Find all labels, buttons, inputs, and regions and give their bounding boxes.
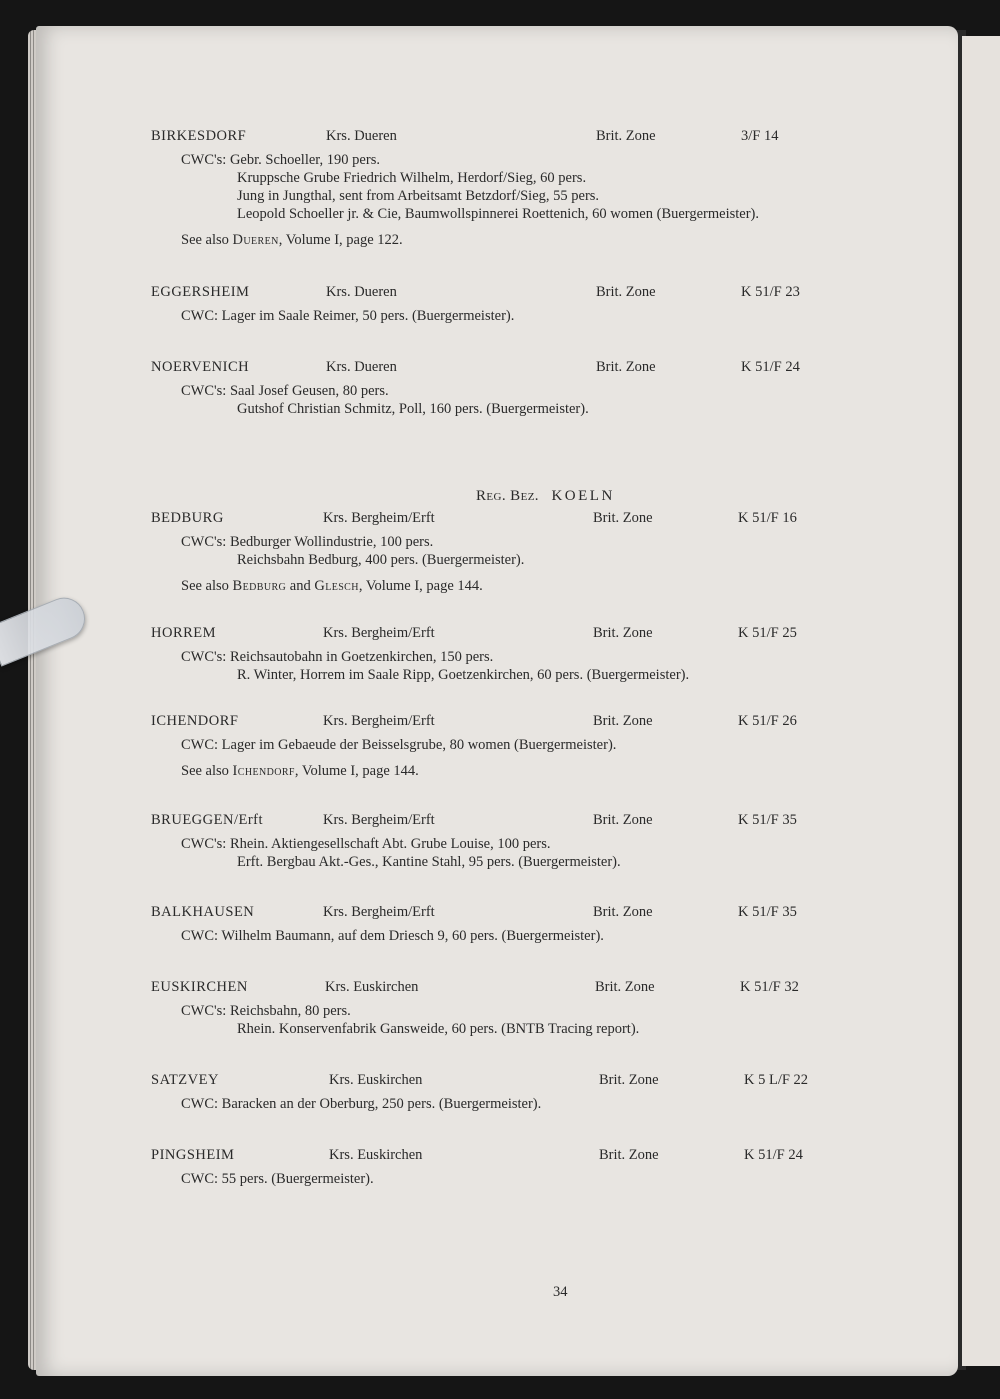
entry-line: CWC: Lager im Gebaeude der Beisselsgrube, 80 women (Buergermeister). bbox=[181, 737, 617, 753]
entry-line: CWC: 55 pers. (Buergermeister). bbox=[181, 1171, 374, 1187]
entry-zone: Brit. Zone bbox=[593, 625, 653, 641]
entry-line: Reichsbahn Bedburg, 400 pers. (Buergermeister). bbox=[237, 552, 525, 568]
entry-ref: 3/F 14 bbox=[741, 128, 779, 144]
entry-place: BRUEGGEN/Erft bbox=[151, 812, 264, 828]
entry-line: Rhein. Konservenfabrik Gansweide, 60 pers. (BNTB Tracing report). bbox=[237, 1021, 640, 1037]
entry-line: CWC's: Saal Josef Geusen, 80 pers. bbox=[181, 383, 389, 399]
entry-district: Krs. Bergheim/Erft bbox=[323, 713, 435, 729]
entry-zone: Brit. Zone bbox=[596, 359, 656, 375]
see-also-mid: and bbox=[286, 578, 315, 594]
entry-ref: K 51/F 35 bbox=[738, 812, 797, 828]
see-also-ref2: Glesch bbox=[314, 578, 359, 594]
entry-line: CWC: Baracken an der Oberburg, 250 pers. (Buergermeister). bbox=[181, 1096, 542, 1112]
see-also-post: , Volume I, page 122. bbox=[278, 232, 403, 248]
entry-line: Gutshof Christian Schmitz, Poll, 160 pers. (Buergermeister). bbox=[237, 401, 589, 417]
entry-district: Krs. Bergheim/Erft bbox=[323, 812, 435, 828]
entry-line: CWC: Lager im Saale Reimer, 50 pers. (Buergermeister). bbox=[181, 308, 515, 324]
see-also-pre: See also bbox=[181, 232, 233, 248]
see-also-post: , Volume I, page 144. bbox=[294, 763, 419, 779]
entry-ref: K 51/F 26 bbox=[738, 713, 797, 729]
entry-zone: Brit. Zone bbox=[593, 713, 653, 729]
see-also bbox=[181, 578, 483, 595]
see-also-pre: See also bbox=[181, 578, 233, 594]
entry-district: Krs. Bergheim/Erft bbox=[323, 625, 435, 641]
entry-ref: K 51/F 24 bbox=[741, 359, 800, 375]
entry-line: CWC's: Rhein. Aktiengesellschaft Abt. Grube Louise, 100 pers. bbox=[181, 836, 551, 852]
see-also-post: , Volume I, page 144. bbox=[358, 578, 483, 594]
entry-place: HORREM bbox=[151, 625, 217, 641]
entry-district: Krs. Euskirchen bbox=[329, 1072, 423, 1088]
entry-zone: Brit. Zone bbox=[593, 904, 653, 920]
entry-ref: K 51/F 16 bbox=[738, 510, 797, 526]
entry-ref: K 51/F 24 bbox=[744, 1147, 803, 1163]
entry-place: BALKHAUSEN bbox=[151, 904, 255, 920]
entry-district: Krs. Bergheim/Erft bbox=[323, 904, 435, 920]
entry-district: Krs. Euskirchen bbox=[325, 979, 419, 995]
entry-zone: Brit. Zone bbox=[593, 510, 653, 526]
entry-ref: K 51/F 25 bbox=[738, 625, 797, 641]
page-number: 34 bbox=[553, 1284, 568, 1300]
entry-ref: K 51/F 23 bbox=[741, 284, 800, 300]
entry-district: Krs. Bergheim/Erft bbox=[323, 510, 435, 526]
see-also-pre: See also bbox=[181, 763, 233, 779]
entry-district: Krs. Dueren bbox=[326, 359, 397, 375]
see-also bbox=[181, 232, 403, 249]
entry-line: CWC's: Reichsbahn, 80 pers. bbox=[181, 1003, 351, 1019]
entry-zone: Brit. Zone bbox=[596, 128, 656, 144]
entry-zone: Brit. Zone bbox=[599, 1147, 659, 1163]
next-page-edge bbox=[962, 36, 1000, 1366]
see-also bbox=[181, 763, 419, 780]
entry-ref: K 5 L/F 22 bbox=[744, 1072, 809, 1088]
entry-district: Krs. Dueren bbox=[326, 128, 397, 144]
entry-line: CWC: Wilhelm Baumann, auf dem Driesch 9, 60 pers. (Buergermeister). bbox=[181, 928, 604, 944]
entry-line: CWC's: Gebr. Schoeller, 190 pers. bbox=[181, 152, 380, 168]
entry-place: PINGSHEIM bbox=[151, 1147, 235, 1163]
entry-line: R. Winter, Horrem im Saale Ripp, Goetzenkirchen, 60 pers. (Buergermeister). bbox=[237, 667, 690, 683]
section-heading bbox=[476, 488, 615, 505]
entry-zone: Brit. Zone bbox=[596, 284, 656, 300]
heading-prefix: Reg. Bez. bbox=[476, 488, 539, 504]
entry-district: Krs. Euskirchen bbox=[329, 1147, 423, 1163]
entry-zone: Brit. Zone bbox=[599, 1072, 659, 1088]
heading-region: KOELN bbox=[551, 488, 615, 504]
entry-zone: Brit. Zone bbox=[593, 812, 653, 828]
entry-line: CWC's: Reichsautobahn in Goetzenkirchen, 150 pers. bbox=[181, 649, 494, 665]
entry-district: Krs. Dueren bbox=[326, 284, 397, 300]
entry-place: EUSKIRCHEN bbox=[151, 979, 248, 995]
entry-line: Leopold Schoeller jr. & Cie, Baumwollspinnerei Roettenich, 60 women (Buergermeister). bbox=[237, 206, 760, 222]
entry-place: EGGERSHEIM bbox=[151, 284, 250, 300]
document-page bbox=[36, 26, 958, 1376]
see-also-ref: Ichendorf bbox=[232, 763, 295, 779]
entry-ref: K 51/F 35 bbox=[738, 904, 797, 920]
entry-line: Jung in Jungthal, sent from Arbeitsamt Betzdorf/Sieg, 55 pers. bbox=[237, 188, 600, 204]
see-also-ref: Dueren bbox=[232, 232, 279, 248]
entry-zone: Brit. Zone bbox=[595, 979, 655, 995]
entry-place: ICHENDORF bbox=[151, 713, 239, 729]
entry-place: BIRKESDORF bbox=[151, 128, 247, 144]
entry-place: NOERVENICH bbox=[151, 359, 250, 375]
entry-line: CWC's: Bedburger Wollindustrie, 100 pers. bbox=[181, 534, 434, 550]
entry-line: Kruppsche Grube Friedrich Wilhelm, Herdorf/Sieg, 60 pers. bbox=[237, 170, 587, 186]
entry-place: SATZVEY bbox=[151, 1072, 219, 1088]
entry-place: BEDBURG bbox=[151, 510, 224, 526]
entry-ref: K 51/F 32 bbox=[740, 979, 799, 995]
entry-line: Erft. Bergbau Akt.-Ges., Kantine Stahl, 95 pers. (Buergermeister). bbox=[237, 854, 621, 870]
see-also-ref: Bedburg bbox=[232, 578, 287, 594]
